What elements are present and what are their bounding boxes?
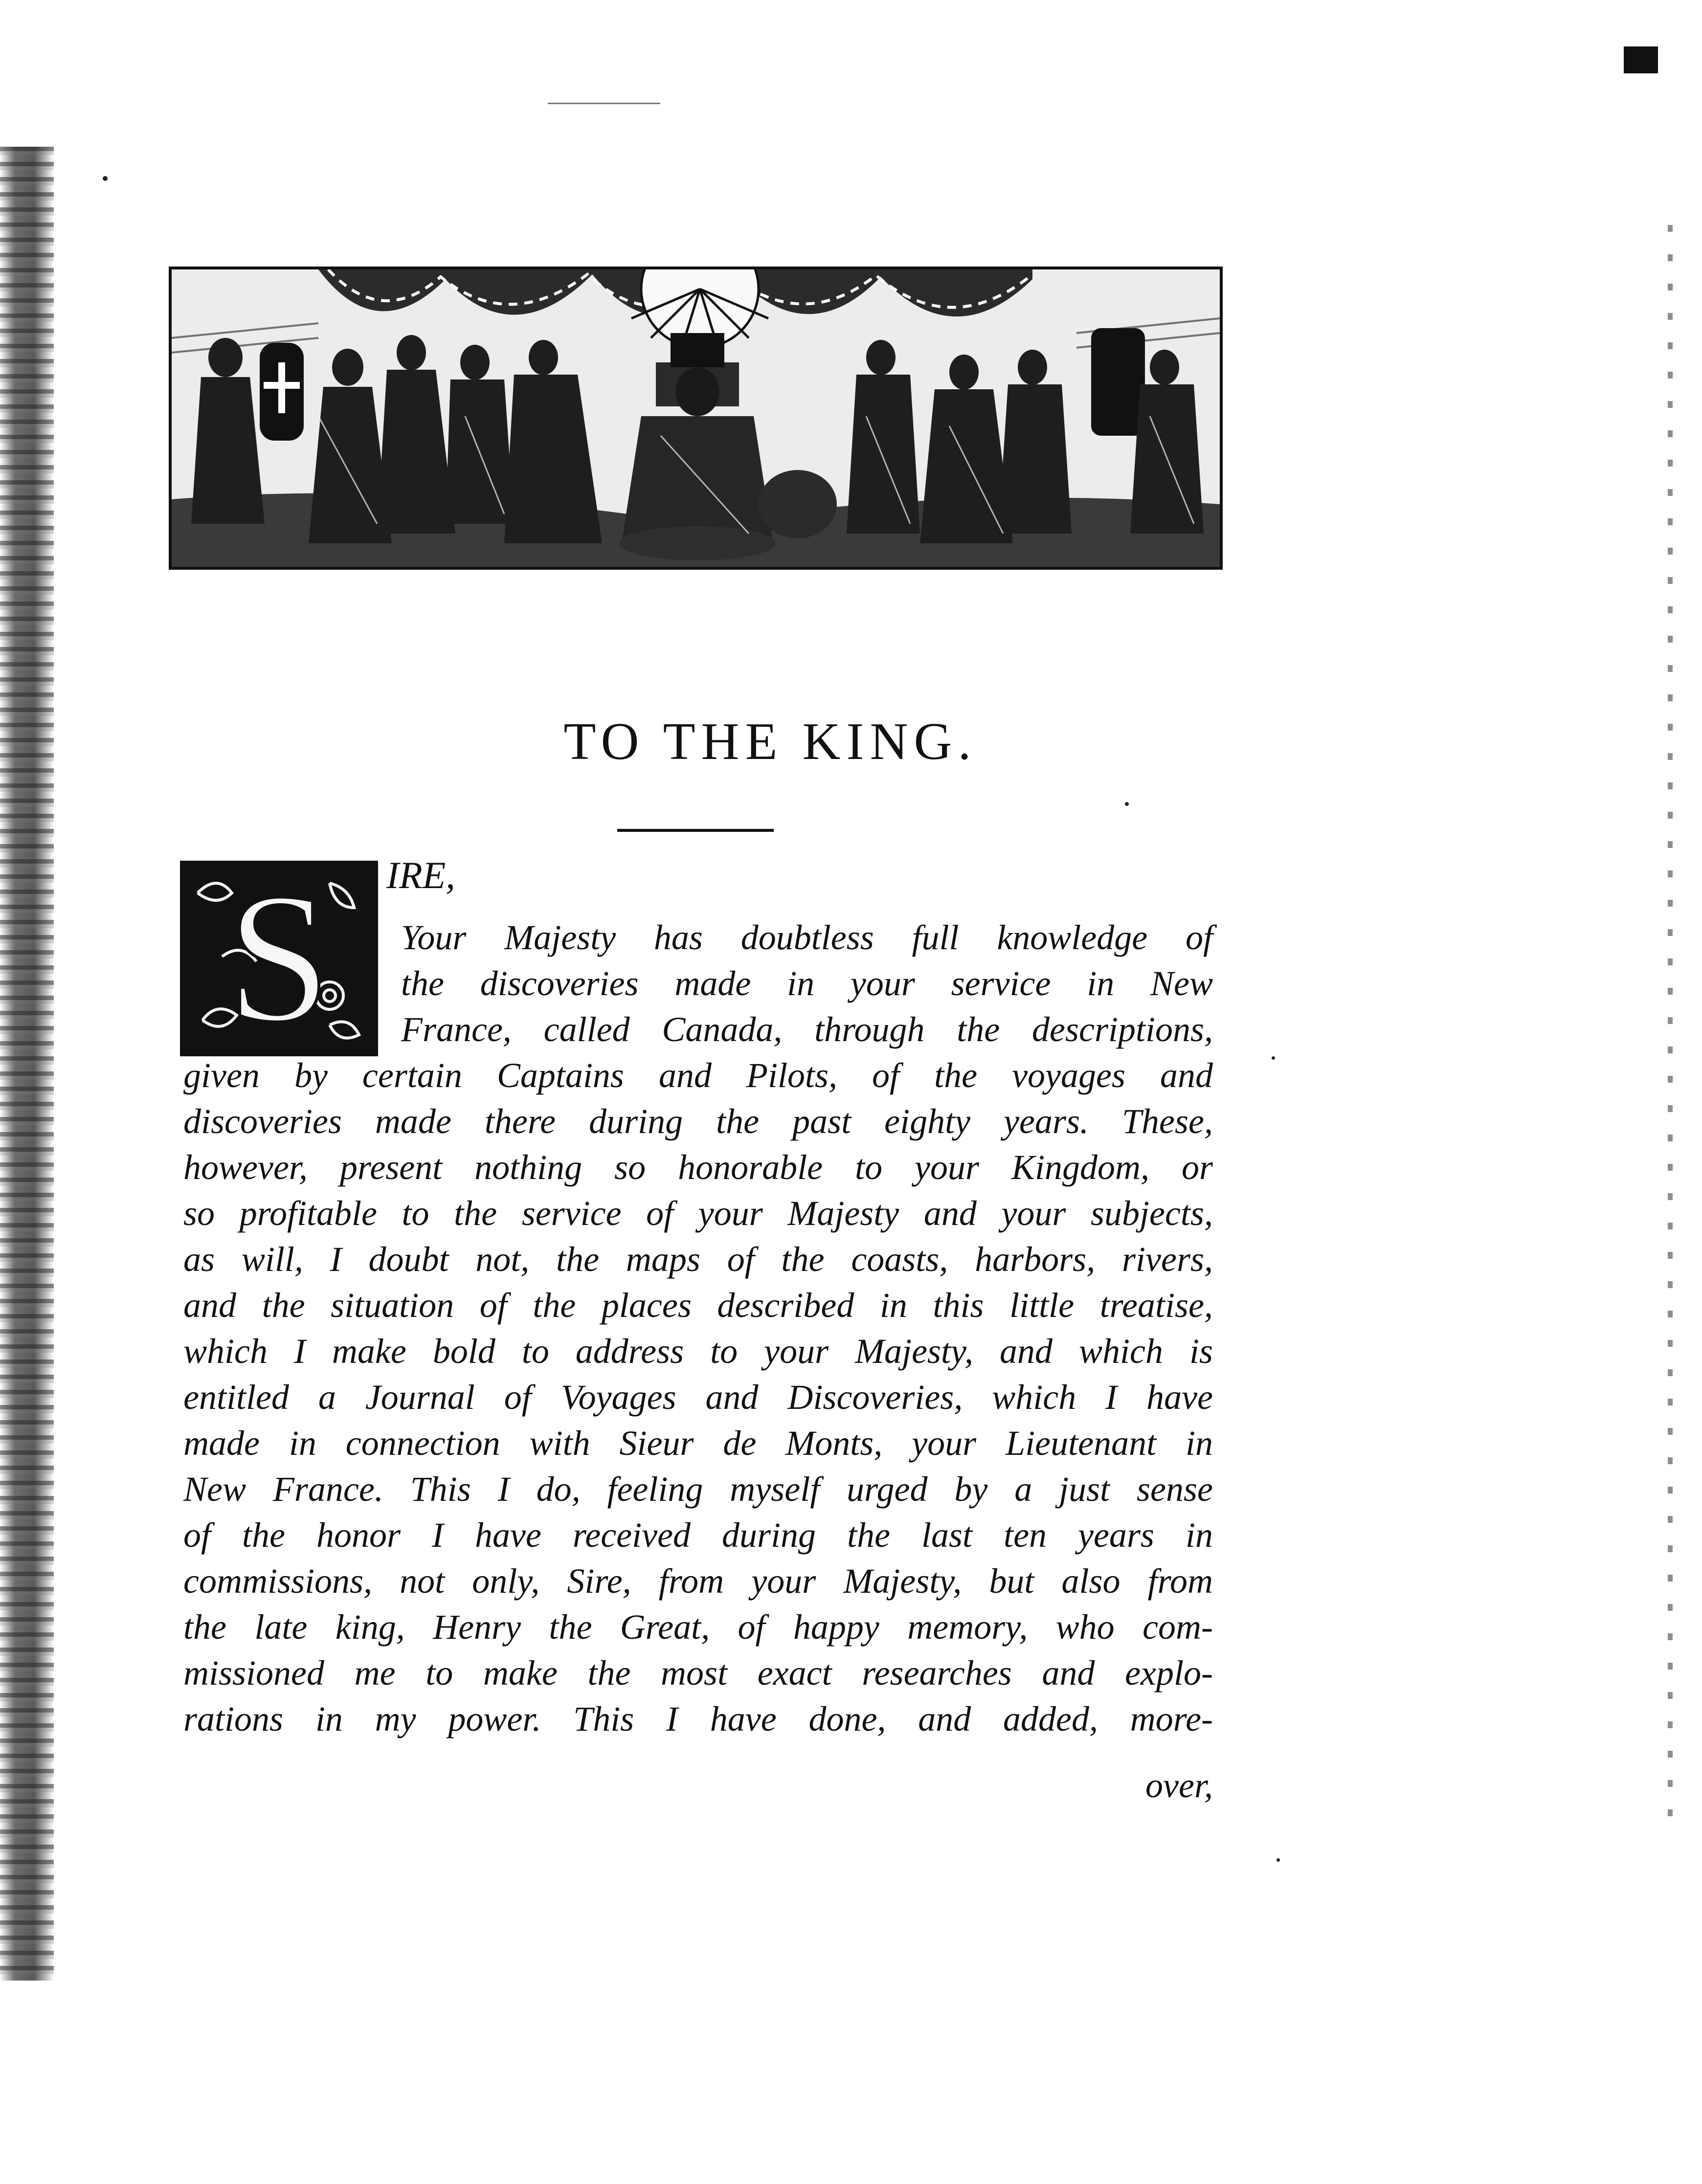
drop-cap-letter: S <box>227 864 331 1053</box>
header-illustration <box>169 267 1223 570</box>
ornamental-letter-icon <box>183 864 375 1053</box>
body-line: however, present nothing so honorable to your Kingdom, or <box>183 1148 1213 1187</box>
body-line: rations in my power. This I have done, and added, more- <box>183 1699 1213 1738</box>
scan-right-edge <box>1668 225 1673 1824</box>
drop-cap <box>180 861 378 1056</box>
scan-speck <box>103 176 108 181</box>
body-line: so profitable to the service of your Majesty and your subjects, <box>183 1194 1213 1233</box>
scan-corner-mark <box>1624 46 1658 73</box>
body-line: the late king, Henry the Great, of happy memory, who com- <box>183 1607 1213 1647</box>
salutation: IRE, <box>386 854 455 896</box>
page-title: TO THE KING. <box>563 713 977 771</box>
engraving-icon <box>172 269 1220 567</box>
scan-speck <box>548 103 660 104</box>
body-line: made in connection with Sieur de Monts, your Lieutenant in <box>183 1424 1213 1463</box>
body-line: entitled a Journal of Voyages and Discoveries, which I have <box>183 1378 1213 1417</box>
body-line: as will, I doubt not, the maps of the coasts, harbors, rivers, <box>183 1240 1213 1279</box>
body-line: France, called Canada, through the descriptions, <box>401 1010 1213 1049</box>
title-rule <box>617 829 774 832</box>
body-line: commissions, not only, Sire, from your Majesty, but also from <box>183 1561 1213 1601</box>
scan-speck <box>1276 1858 1280 1862</box>
body-line: Your Majesty has doubtless full knowledge of <box>401 918 1213 957</box>
catchword: over, <box>1145 1766 1213 1805</box>
body-line: discoveries made there during the past eighty years. These, <box>183 1102 1213 1141</box>
scan-binding-edge <box>0 147 54 1981</box>
body-line: given by certain Captains and Pilots, of the voyages and <box>183 1056 1213 1095</box>
body-line: of the honor I have received during the last ten years in <box>183 1515 1213 1555</box>
body-line: New France. This I do, feeling myself urged by a just sense <box>183 1470 1213 1509</box>
body-line: and the situation of the places described in this little treatise, <box>183 1286 1213 1325</box>
scan-speck <box>1272 1056 1275 1060</box>
body-line: missioned me to make the most exact researches and explo- <box>183 1653 1213 1693</box>
body-line: which I make bold to address to your Majesty, and which is <box>183 1332 1213 1371</box>
body-line: the discoveries made in your service in New <box>401 964 1213 1003</box>
scan-speck <box>1125 802 1129 806</box>
